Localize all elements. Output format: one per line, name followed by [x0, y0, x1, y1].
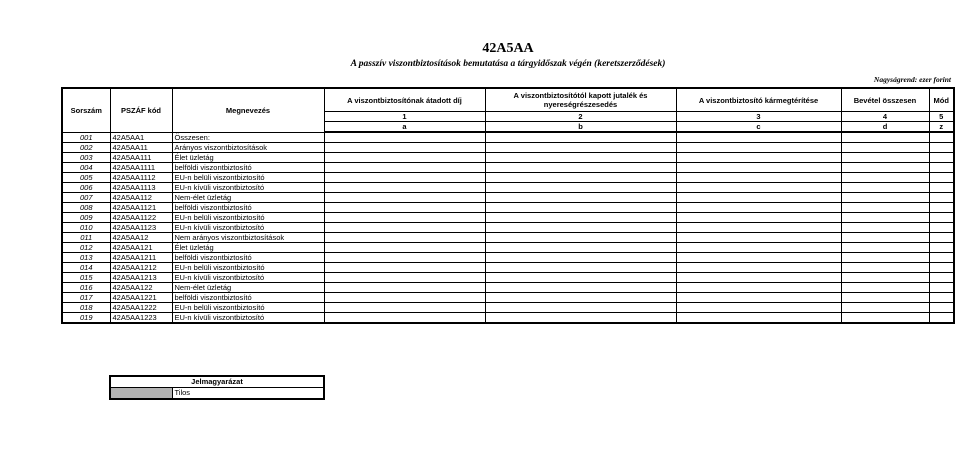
row-code: 42A5AA122	[110, 283, 172, 293]
row-number: 013	[62, 253, 110, 263]
value-cell-col5[interactable]	[929, 233, 954, 243]
value-cell-col1[interactable]	[324, 313, 485, 324]
table-row	[62, 163, 954, 173]
row-code: 42A5AA11	[110, 143, 172, 153]
value-cell-col2[interactable]	[485, 253, 676, 263]
row-code: 42A5AA1211	[110, 253, 172, 263]
header-col3: A viszontbiztosító kármegtérítése	[676, 88, 841, 112]
legend-swatch-forbidden	[110, 388, 172, 400]
value-cell-col4[interactable]	[841, 303, 929, 313]
value-cell-col3[interactable]	[676, 163, 841, 173]
header-sorszam: Sorszám	[62, 88, 110, 132]
row-name: EU-n kívüli viszontbiztosító	[172, 313, 324, 324]
row-code: 42A5AA1221	[110, 293, 172, 303]
column-number-4: 4	[841, 112, 929, 122]
value-cell-col2[interactable]	[485, 203, 676, 213]
value-cell-col3[interactable]	[676, 273, 841, 283]
row-number: 005	[62, 173, 110, 183]
value-cell-col3[interactable]	[676, 132, 841, 143]
row-number: 011	[62, 233, 110, 243]
legend-table	[109, 375, 325, 400]
value-cell-col5[interactable]	[929, 223, 954, 233]
value-cell-col1[interactable]	[324, 243, 485, 253]
value-cell-col2[interactable]	[485, 243, 676, 253]
value-cell-col3[interactable]	[676, 293, 841, 303]
row-number: 009	[62, 213, 110, 223]
header-col2: A viszontbiztosítótól kapott jutalék és nyereségrészesedés	[485, 88, 676, 112]
value-cell-col1[interactable]	[324, 193, 485, 203]
value-cell-col4[interactable]	[841, 253, 929, 263]
value-cell-col2[interactable]	[485, 183, 676, 193]
table-row	[62, 233, 954, 243]
value-cell-col1[interactable]	[324, 223, 485, 233]
value-cell-col1[interactable]	[324, 153, 485, 163]
column-number-2: 2	[485, 112, 676, 122]
value-cell-col3[interactable]	[676, 203, 841, 213]
value-cell-col5[interactable]	[929, 173, 954, 183]
row-name: Összesen:	[172, 132, 324, 143]
row-code: 42A5AA1223	[110, 313, 172, 324]
value-cell-col5[interactable]	[929, 132, 954, 143]
row-name: EU-n kívüli viszontbiztosító	[172, 183, 324, 193]
table-row	[62, 263, 954, 273]
table-row	[62, 273, 954, 283]
value-cell-col4[interactable]	[841, 223, 929, 233]
value-cell-col4[interactable]	[841, 313, 929, 324]
value-cell-col3[interactable]	[676, 183, 841, 193]
value-cell-col3[interactable]	[676, 263, 841, 273]
value-cell-col3[interactable]	[676, 253, 841, 263]
value-cell-col1[interactable]	[324, 163, 485, 173]
row-code: 42A5AA1112	[110, 173, 172, 183]
table-row	[62, 203, 954, 213]
value-cell-col3[interactable]	[676, 223, 841, 233]
column-letter-1: a	[324, 122, 485, 133]
row-name: Nem-élet üzletág	[172, 283, 324, 293]
row-number: 002	[62, 143, 110, 153]
value-cell-col2[interactable]	[485, 273, 676, 283]
value-cell-col1[interactable]	[324, 273, 485, 283]
row-number: 017	[62, 293, 110, 303]
table-row	[62, 193, 954, 203]
value-cell-col2[interactable]	[485, 313, 676, 324]
value-cell-col1[interactable]	[324, 253, 485, 263]
row-number: 016	[62, 283, 110, 293]
row-code: 42A5AA1123	[110, 223, 172, 233]
header-col4: Bevétel összesen	[841, 88, 929, 112]
value-cell-col5[interactable]	[929, 303, 954, 313]
row-name: EU-n belüli viszontbiztosító	[172, 173, 324, 183]
row-number: 019	[62, 313, 110, 324]
value-cell-col4[interactable]	[841, 173, 929, 183]
row-code: 42A5AA1213	[110, 273, 172, 283]
row-name: EU-n kívüli viszontbiztosító	[172, 223, 324, 233]
header-col1: A viszontbiztosítónak átadott díj	[324, 88, 485, 112]
value-cell-col5[interactable]	[929, 263, 954, 273]
table-row	[62, 253, 954, 263]
row-code: 42A5AA12	[110, 233, 172, 243]
value-cell-col5[interactable]	[929, 283, 954, 293]
value-cell-col5[interactable]	[929, 213, 954, 223]
row-name: Élet üzletág	[172, 243, 324, 253]
value-cell-col5[interactable]	[929, 143, 954, 153]
value-cell-col5[interactable]	[929, 293, 954, 303]
value-cell-col2[interactable]	[485, 293, 676, 303]
table-row	[62, 132, 954, 143]
row-number: 015	[62, 273, 110, 283]
row-name: belföldi viszontbiztosító	[172, 293, 324, 303]
value-cell-col4[interactable]	[841, 243, 929, 253]
value-cell-col5[interactable]	[929, 153, 954, 163]
value-cell-col1[interactable]	[324, 132, 485, 143]
value-cell-col4[interactable]	[841, 233, 929, 243]
value-cell-col2[interactable]	[485, 132, 676, 143]
row-code: 42A5AA1113	[110, 183, 172, 193]
column-letter-3: c	[676, 122, 841, 133]
value-cell-col2[interactable]	[485, 153, 676, 163]
column-letter-2: b	[485, 122, 676, 133]
value-cell-col2[interactable]	[485, 193, 676, 203]
scale-note: Nagyságrend: ezer forint	[873, 75, 951, 84]
row-name: EU-n kívüli viszontbiztosító	[172, 273, 324, 283]
table-row	[62, 223, 954, 233]
header-col5: Mód	[929, 88, 954, 112]
column-number-5: 5	[929, 112, 954, 122]
value-cell-col4[interactable]	[841, 263, 929, 273]
column-letter-5: z	[929, 122, 954, 133]
column-number-3: 3	[676, 112, 841, 122]
value-cell-col1[interactable]	[324, 303, 485, 313]
row-name: belföldi viszontbiztosító	[172, 163, 324, 173]
row-name: belföldi viszontbiztosító	[172, 253, 324, 263]
table-row	[62, 283, 954, 293]
row-code: 42A5AA1212	[110, 263, 172, 273]
row-code: 42A5AA121	[110, 243, 172, 253]
value-cell-col4[interactable]	[841, 163, 929, 173]
header-pszaf-kod: PSZÁF kód	[110, 88, 172, 132]
row-number: 010	[62, 223, 110, 233]
row-code: 42A5AA1	[110, 132, 172, 143]
form-subtitle: A passzív viszontbiztosítások bemutatása a tárgyidőszak végén (keretszerződések)	[350, 59, 666, 69]
row-name: Arányos viszontbiztosítások	[172, 143, 324, 153]
row-number: 018	[62, 303, 110, 313]
value-cell-col1[interactable]	[324, 293, 485, 303]
table-row	[62, 153, 954, 163]
form-title: 42A5AA	[482, 41, 534, 56]
table-row	[62, 313, 954, 324]
table-row	[62, 213, 954, 223]
value-cell-col2[interactable]	[485, 213, 676, 223]
value-cell-col4[interactable]	[841, 143, 929, 153]
value-cell-col3[interactable]	[676, 173, 841, 183]
legend-label-forbidden: Tilos	[172, 388, 324, 400]
report-table	[61, 87, 955, 324]
row-name: Nem arányos viszontbiztosítások	[172, 233, 324, 243]
value-cell-col2[interactable]	[485, 223, 676, 233]
value-cell-col1[interactable]	[324, 173, 485, 183]
value-cell-col4[interactable]	[841, 132, 929, 143]
value-cell-col1[interactable]	[324, 233, 485, 243]
row-name: Nem-élet üzletág	[172, 193, 324, 203]
value-cell-col5[interactable]	[929, 243, 954, 253]
value-cell-col5[interactable]	[929, 183, 954, 193]
value-cell-col2[interactable]	[485, 233, 676, 243]
value-cell-col1[interactable]	[324, 213, 485, 223]
value-cell-col2[interactable]	[485, 303, 676, 313]
value-cell-col2[interactable]	[485, 283, 676, 293]
value-cell-col1[interactable]	[324, 183, 485, 193]
value-cell-col2[interactable]	[485, 263, 676, 273]
value-cell-col2[interactable]	[485, 163, 676, 173]
value-cell-col3[interactable]	[676, 283, 841, 293]
value-cell-col1[interactable]	[324, 143, 485, 153]
column-letter-4: d	[841, 122, 929, 133]
row-number: 014	[62, 263, 110, 273]
value-cell-col4[interactable]	[841, 273, 929, 283]
table-row	[62, 183, 954, 193]
value-cell-col1[interactable]	[324, 263, 485, 273]
row-name: EU-n belüli viszontbiztosító	[172, 263, 324, 273]
row-code: 42A5AA1222	[110, 303, 172, 313]
row-number: 003	[62, 153, 110, 163]
value-cell-col5[interactable]	[929, 203, 954, 213]
value-cell-col5[interactable]	[929, 163, 954, 173]
row-number: 008	[62, 203, 110, 213]
table-row	[62, 143, 954, 153]
value-cell-col3[interactable]	[676, 243, 841, 253]
value-cell-col5[interactable]	[929, 273, 954, 283]
table-row	[62, 173, 954, 183]
value-cell-col2[interactable]	[485, 173, 676, 183]
row-number: 004	[62, 163, 110, 173]
value-cell-col4[interactable]	[841, 153, 929, 163]
value-cell-col4[interactable]	[841, 283, 929, 293]
row-number: 006	[62, 183, 110, 193]
value-cell-col4[interactable]	[841, 203, 929, 213]
header-megnevezes: Megnevezés	[172, 88, 324, 132]
row-number: 012	[62, 243, 110, 253]
value-cell-col4[interactable]	[841, 183, 929, 193]
legend-title: Jelmagyarázat	[110, 376, 324, 388]
value-cell-col3[interactable]	[676, 313, 841, 324]
value-cell-col1[interactable]	[324, 283, 485, 293]
value-cell-col3[interactable]	[676, 303, 841, 313]
row-name: belföldi viszontbiztosító	[172, 203, 324, 213]
row-code: 42A5AA1121	[110, 203, 172, 213]
row-code: 42A5AA1111	[110, 163, 172, 173]
row-name: Élet üzletág	[172, 153, 324, 163]
value-cell-col3[interactable]	[676, 213, 841, 223]
value-cell-col3[interactable]	[676, 193, 841, 203]
row-code: 42A5AA112	[110, 193, 172, 203]
row-code: 42A5AA1122	[110, 213, 172, 223]
value-cell-col5[interactable]	[929, 313, 954, 324]
row-code: 42A5AA111	[110, 153, 172, 163]
row-name: EU-n belüli viszontbiztosító	[172, 213, 324, 223]
value-cell-col4[interactable]	[841, 213, 929, 223]
value-cell-col1[interactable]	[324, 203, 485, 213]
value-cell-col5[interactable]	[929, 193, 954, 203]
table-row	[62, 293, 954, 303]
value-cell-col3[interactable]	[676, 153, 841, 163]
row-name: EU-n belüli viszontbiztosító	[172, 303, 324, 313]
table-row	[62, 303, 954, 313]
value-cell-col3[interactable]	[676, 143, 841, 153]
row-number: 007	[62, 193, 110, 203]
value-cell-col2[interactable]	[485, 143, 676, 153]
table-row	[62, 243, 954, 253]
row-number: 001	[62, 132, 110, 143]
column-number-1: 1	[324, 112, 485, 122]
value-cell-col3[interactable]	[676, 233, 841, 243]
value-cell-col4[interactable]	[841, 193, 929, 203]
value-cell-col5[interactable]	[929, 253, 954, 263]
value-cell-col4[interactable]	[841, 293, 929, 303]
